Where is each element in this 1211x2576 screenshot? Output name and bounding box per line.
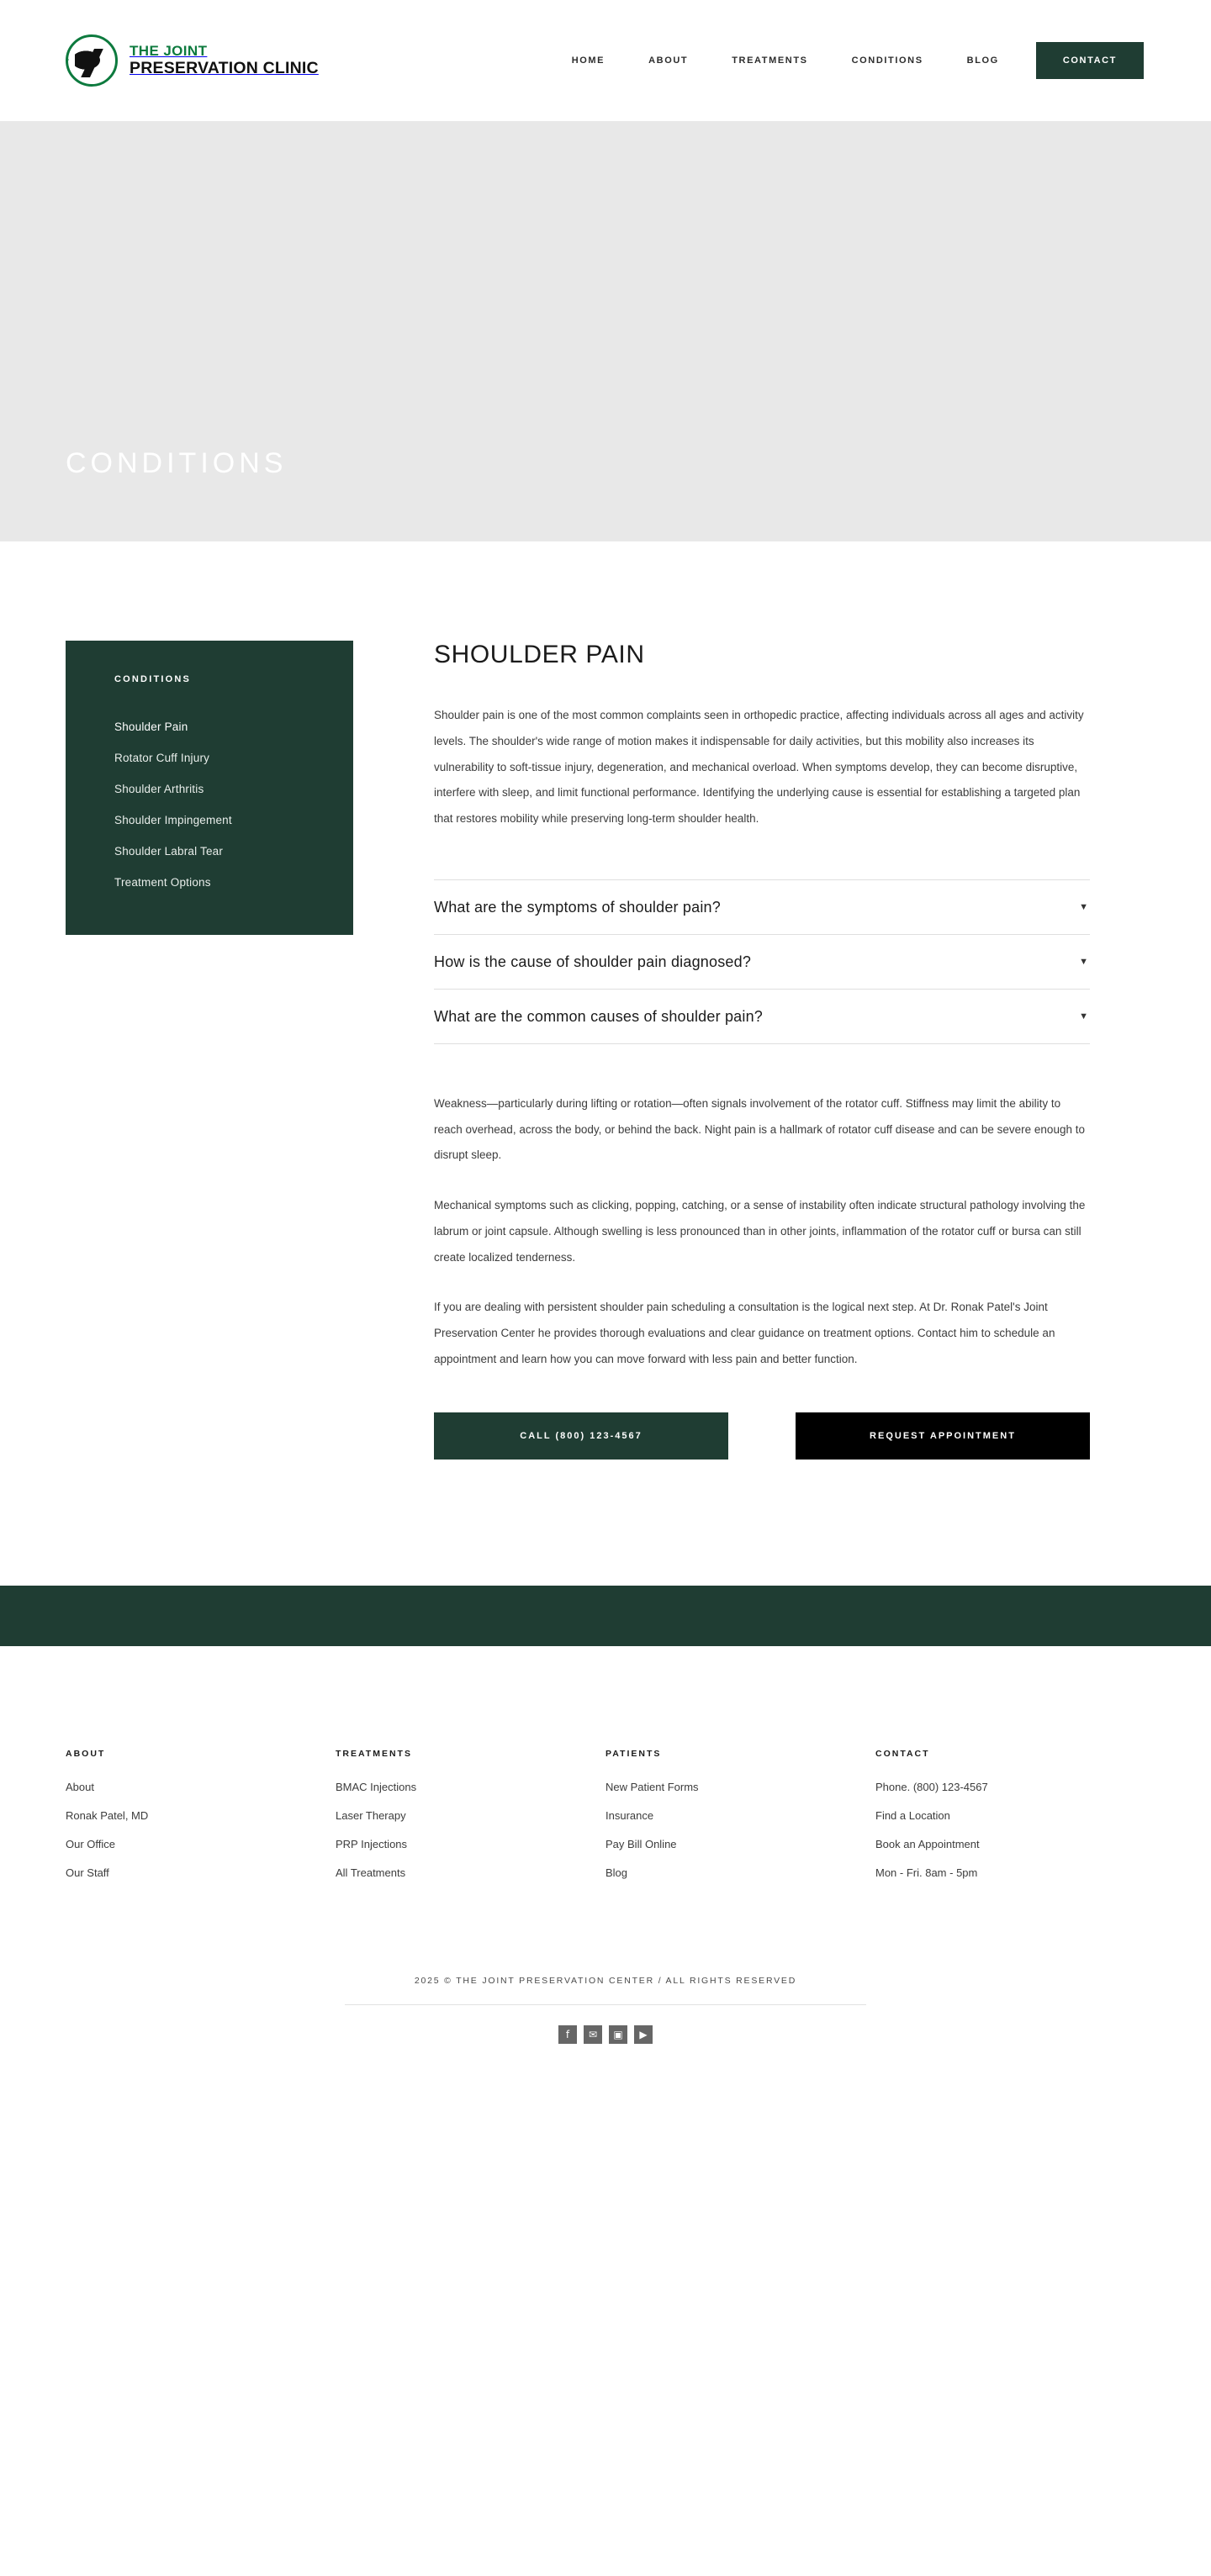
- contact-button[interactable]: CONTACT: [1036, 42, 1144, 79]
- sidebar-item-shoulder-arthritis[interactable]: Shoulder Arthritis: [114, 783, 204, 795]
- footer-link-blog[interactable]: Blog: [606, 1866, 628, 1879]
- page-title: CONDITIONS: [66, 447, 288, 479]
- accordion-question: How is the cause of shoulder pain diagnosed?: [434, 953, 752, 970]
- call-button[interactable]: CALL (800) 123-4567: [434, 1412, 728, 1460]
- chevron-down-icon[interactable]: ▼: [1079, 1011, 1088, 1022]
- footer-link-bmac-injections[interactable]: BMAC Injections: [336, 1780, 417, 1793]
- footer-link-all-treatments[interactable]: All Treatments: [336, 1866, 406, 1879]
- footer-column-about: [66, 1749, 336, 1895]
- hero-banner: [0, 121, 1211, 541]
- cta-row: [434, 1412, 1090, 1460]
- footer-office-hours: Mon - Fri. 8am - 5pm: [875, 1866, 978, 1879]
- knee-joint-logo-icon: [66, 34, 118, 87]
- footer-link-our-staff[interactable]: Our Staff: [66, 1866, 109, 1879]
- social-links: [66, 2025, 1145, 2044]
- footer-link-new-patient-forms[interactable]: New Patient Forms: [606, 1780, 699, 1793]
- conditions-sidebar: [66, 641, 353, 935]
- chevron-down-icon[interactable]: ▼: [1079, 957, 1088, 968]
- footer-accent-band: [0, 1586, 1211, 1646]
- instagram-icon[interactable]: ▣: [609, 2025, 627, 2044]
- site-footer: [0, 1646, 1211, 2094]
- nav-item-blog[interactable]: BLOG: [966, 55, 999, 66]
- main-content: [0, 541, 1211, 1586]
- footer-column-patients: [606, 1749, 875, 1895]
- article-body: [434, 1091, 1090, 1373]
- footer-link-find-a-location[interactable]: Find a Location: [875, 1808, 950, 1822]
- main-navigation: [550, 42, 1144, 79]
- accordion-item-diagnosis[interactable]: [434, 934, 1090, 989]
- footer-heading-patients: PATIENTS: [606, 1748, 662, 1759]
- facebook-icon[interactable]: f: [558, 2025, 577, 2044]
- footer-heading-treatments: TREATMENTS: [336, 1748, 412, 1759]
- copyright-text: 2025 © THE JOINT PRESERVATION CENTER / ALL RIGHTS RESERVED: [345, 1976, 866, 2005]
- footer-link-phone[interactable]: Phone. (800) 123-4567: [875, 1780, 988, 1793]
- footer-link-laser-therapy[interactable]: Laser Therapy: [336, 1808, 406, 1822]
- footer-heading-about: ABOUT: [66, 1748, 106, 1759]
- intro-paragraph: Shoulder pain is one of the most common complaints seen in orthopedic practice, affecting individuals across all ages and activity levels. The shoulder's wide range of motion makes it indispensable for daily activities, but this mobility also increases its vulnerability to soft-tissue injury, degeneration, and mechanical overload. When symptoms develop, they can become disruptive, interfere with sleep, and limit functional performance. Identifying the underlying cause is essential for establishing a targeted plan that restores mobility while preserving long-term shoulder health.: [434, 709, 1084, 826]
- sidebar-item-rotator-cuff-injury[interactable]: Rotator Cuff Injury: [114, 752, 210, 764]
- faq-accordion: [434, 879, 1090, 1044]
- sidebar-item-treatment-options[interactable]: Treatment Options: [114, 876, 211, 889]
- nav-item-conditions[interactable]: CONDITIONS: [851, 55, 923, 66]
- footer-link-ronak-patel[interactable]: Ronak Patel, MD: [66, 1808, 149, 1822]
- article-content: [434, 641, 1157, 1586]
- footer-column-contact: [875, 1749, 1145, 1895]
- sidebar-item-shoulder-impingement[interactable]: Shoulder Impingement: [114, 814, 232, 826]
- nav-item-home[interactable]: HOME: [571, 55, 606, 66]
- sidebar-heading: CONDITIONS: [114, 674, 192, 684]
- accordion-question: What are the symptoms of shoulder pain?: [434, 898, 721, 916]
- nav-item-about[interactable]: ABOUT: [648, 55, 689, 66]
- body-paragraph-1: Weakness—particularly during lifting or rotation—often signals involvement of the rotator cuff. Stiffness may limit the ability to reach overhead, across the body, or behind the back. Night pain is a hallmark of rotator cuff disease and can be severe enough to disrupt sleep.: [434, 1096, 1085, 1162]
- logo-line-1: THE JOINT: [130, 43, 208, 60]
- site-header: [0, 0, 1211, 121]
- site-logo[interactable]: [66, 34, 319, 87]
- chevron-down-icon[interactable]: ▼: [1079, 902, 1088, 913]
- footer-heading-contact: CONTACT: [875, 1748, 930, 1759]
- accordion-item-symptoms[interactable]: [434, 879, 1090, 934]
- body-paragraph-2: Mechanical symptoms such as clicking, popping, catching, or a sense of instability often indicate structural pathology involving the labrum or joint capsule. Although swelling is less pronounced than in other joints, inflammation of the rotator cuff or bursa can still create localized tenderness.: [434, 1199, 1086, 1264]
- article-intro: [434, 703, 1090, 832]
- footer-link-book-an-appointment[interactable]: Book an Appointment: [875, 1837, 980, 1850]
- logo-text: [130, 43, 319, 78]
- footer-link-our-office[interactable]: Our Office: [66, 1837, 116, 1850]
- nav-item-treatments[interactable]: TREATMENTS: [732, 55, 808, 66]
- sidebar-item-shoulder-labral-tear[interactable]: Shoulder Labral Tear: [114, 845, 224, 858]
- twitter-icon[interactable]: ✉: [584, 2025, 602, 2044]
- footer-columns: [66, 1749, 1145, 1895]
- footer-link-about[interactable]: About: [66, 1780, 94, 1793]
- body-paragraph-3: If you are dealing with persistent shoulder pain scheduling a consultation is the logical next step. At Dr. Ronak Patel's Joint Preservation Center he provides thorough evaluations and clear guidance on treatment options. Contact him to schedule an appointment and learn how you can move forward with less pain and better function.: [434, 1301, 1055, 1365]
- sidebar-item-shoulder-pain[interactable]: Shoulder Pain: [114, 721, 188, 733]
- youtube-icon[interactable]: ▶: [634, 2025, 653, 2044]
- logo-line-2: PRESERVATION CLINIC: [130, 59, 319, 78]
- accordion-item-causes[interactable]: [434, 989, 1090, 1044]
- footer-bottom: [66, 1976, 1145, 2094]
- footer-link-insurance[interactable]: Insurance: [606, 1808, 654, 1822]
- article-title: SHOULDER PAIN: [434, 641, 645, 668]
- request-appointment-button[interactable]: REQUEST APPOINTMENT: [796, 1412, 1090, 1460]
- footer-link-prp-injections[interactable]: PRP Injections: [336, 1837, 408, 1850]
- footer-column-treatments: [336, 1749, 606, 1895]
- accordion-question: What are the common causes of shoulder pain?: [434, 1007, 764, 1025]
- footer-link-pay-bill-online[interactable]: Pay Bill Online: [606, 1837, 677, 1850]
